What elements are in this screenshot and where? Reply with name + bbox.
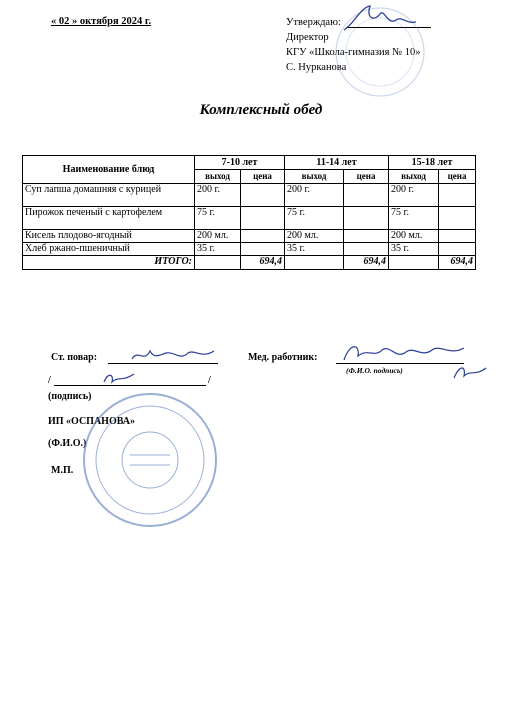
output-cell: 200 г.	[389, 184, 439, 207]
director-name: С. Нурканова	[286, 62, 347, 73]
director-signature	[340, 0, 420, 40]
price-cell	[344, 243, 389, 256]
cook-signature	[128, 343, 218, 367]
dish-name: Кисель плодово-ягодный	[23, 230, 195, 243]
total-spacer	[195, 256, 241, 270]
price-cell	[439, 243, 476, 256]
price-header: цена	[344, 170, 389, 184]
table-row	[23, 207, 476, 230]
price-cell	[241, 230, 285, 243]
output-cell: 200 мл.	[195, 230, 241, 243]
output-header: выход	[195, 170, 241, 184]
price-cell	[344, 207, 389, 230]
dish-name: Пирожок печеный с картофелем	[23, 207, 195, 230]
document-date: « 02 » октября 2024 г.	[51, 16, 152, 27]
school-name: КГУ «Школа-гимназия № 10»	[286, 47, 421, 58]
price-cell	[344, 230, 389, 243]
dish-name: Хлеб ржано-пшеничный	[23, 243, 195, 256]
table-row	[23, 243, 476, 256]
age-group-header: 11-14 лет	[285, 156, 389, 170]
output-cell: 35 г.	[195, 243, 241, 256]
cook-label: Ст. повар:	[51, 352, 98, 363]
price-cell	[439, 207, 476, 230]
signature-caption: (подпись)	[48, 391, 92, 402]
output-cell: 200 г.	[195, 184, 241, 207]
supplier-stamp	[75, 385, 225, 535]
price-cell	[439, 184, 476, 207]
total-spacer	[285, 256, 344, 270]
output-cell: 75 г.	[389, 207, 439, 230]
slash-right: /	[208, 375, 211, 386]
price-cell	[439, 230, 476, 243]
total-value: 694,4	[439, 256, 476, 270]
output-header: выход	[389, 170, 439, 184]
price-header: цена	[439, 170, 476, 184]
output-cell: 35 г.	[389, 243, 439, 256]
dish-name: Суп лапша домашняя с курицей	[23, 184, 195, 207]
age-group-header: 15-18 лет	[389, 156, 476, 170]
fio-caption: (Ф.И.О.)	[48, 438, 87, 449]
age-group-header: 7-10 лет	[195, 156, 285, 170]
output-cell: 75 г.	[285, 207, 344, 230]
page-title: Комплексный обед	[199, 102, 323, 118]
medic-label: Мед. работник:	[248, 352, 318, 363]
table-row	[23, 184, 476, 207]
price-cell	[344, 184, 389, 207]
medic-fio-caption: (Ф.И.О. подпись)	[346, 366, 403, 375]
approve-label: Утверждаю:	[286, 17, 341, 28]
price-cell	[241, 243, 285, 256]
output-cell: 200 г.	[285, 184, 344, 207]
total-row	[23, 256, 476, 270]
price-cell	[241, 207, 285, 230]
total-value: 694,4	[344, 256, 389, 270]
medic-initials	[450, 360, 490, 384]
director-position: Директор	[286, 32, 329, 43]
output-header: выход	[285, 170, 344, 184]
total-label: ИТОГО:	[23, 256, 195, 270]
price-header: цена	[241, 170, 285, 184]
output-cell: 200 мл.	[285, 230, 344, 243]
mp-label: М.П.	[51, 465, 74, 476]
output-cell: 75 г.	[195, 207, 241, 230]
output-cell: 35 г.	[285, 243, 344, 256]
menu-table	[22, 155, 476, 270]
table-row	[23, 230, 476, 243]
medic-signature	[338, 338, 468, 368]
output-cell: 200 мл.	[389, 230, 439, 243]
dish-name-header: Наименование блюд	[23, 156, 195, 184]
total-spacer	[389, 256, 439, 270]
price-cell	[241, 184, 285, 207]
slash-left: /	[48, 375, 51, 386]
supplier-name: ИП «ОСПАНОВА»	[48, 416, 135, 427]
total-value: 694,4	[241, 256, 285, 270]
